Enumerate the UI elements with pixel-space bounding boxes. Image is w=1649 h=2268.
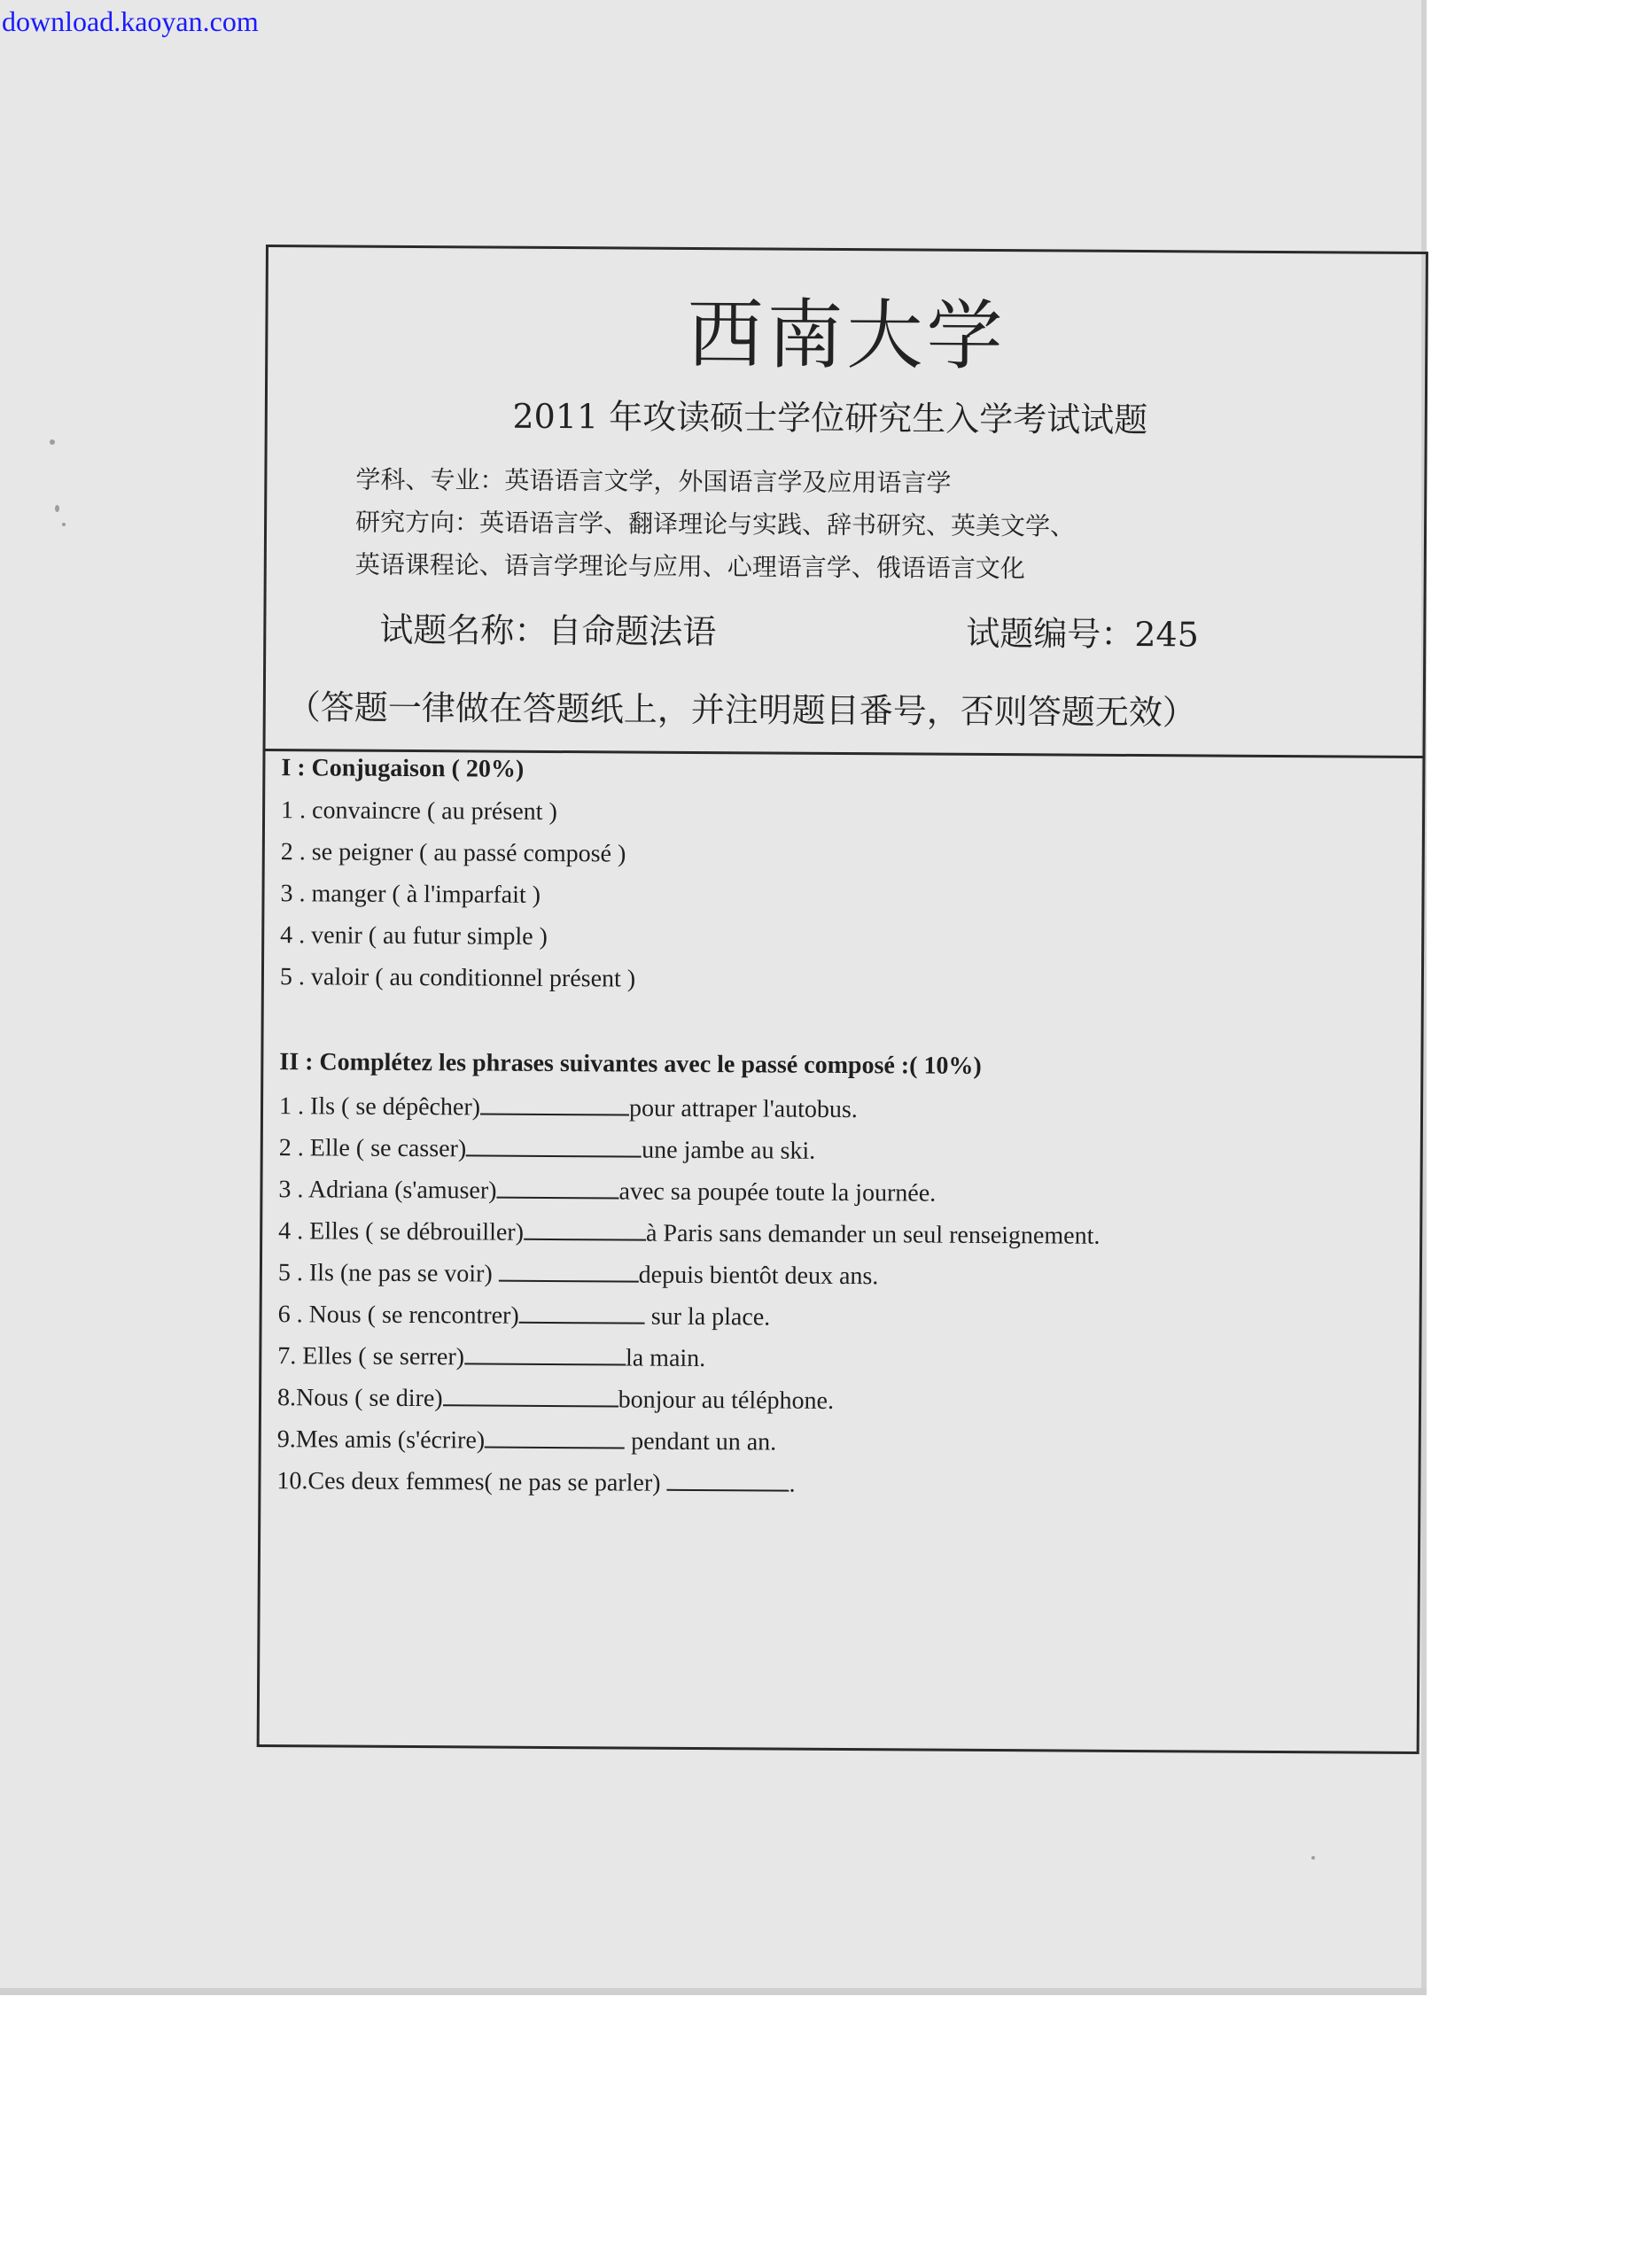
exam-frame: [257, 245, 1428, 1754]
item-ending: la main.: [625, 1344, 706, 1373]
question-item: 1 . convaincre ( au présent ): [281, 796, 557, 827]
item-prompt: 6 . Nous ( se rencontrer): [277, 1301, 519, 1330]
item-ending: une jambe au ski.: [642, 1136, 816, 1165]
item-ending: à Paris sans demander un seul renseignement.: [645, 1219, 1101, 1250]
item-ending: pendant un an.: [625, 1427, 777, 1456]
answer-blank: [519, 1301, 645, 1324]
answer-blank: [666, 1468, 789, 1492]
answer-blank: [485, 1425, 625, 1449]
item-prompt: 10.Ces deux femmes( ne pas se parler): [276, 1467, 667, 1497]
answer-blank: [497, 1176, 619, 1200]
item-ending: sur la place.: [644, 1302, 771, 1332]
item-prompt: 1 . Ils ( se dépêcher): [278, 1092, 481, 1122]
fill-in-item: [277, 1424, 777, 1456]
item-prompt: 2 . Elle ( se casser): [278, 1134, 467, 1163]
exam-title: 2011 年攻读硕士学位研究生入学考试试题: [512, 396, 1148, 440]
answer-notice: （答题一律做在答题纸上，并注明题目番号，否则答题无效）: [286, 687, 1196, 733]
fill-in-item: [279, 1091, 858, 1124]
fill-in-item: [277, 1340, 705, 1373]
watermark-link[interactable]: download.kaoyan.com: [2, 5, 259, 37]
fill-in-item: [276, 1465, 795, 1499]
fill-in-item: [277, 1382, 834, 1416]
question-item: 2 . se peigner ( au passé composé ): [280, 838, 626, 868]
item-prompt: 8.Nous ( se dire): [276, 1384, 443, 1413]
section-heading: II : Complétez les phrases suivantes avec le passé composé :( 10%): [279, 1048, 982, 1080]
fill-in-item: [278, 1216, 1100, 1251]
direction-line: 英语课程论、语言学理论与应用、心理语言学、俄语语言文化: [354, 549, 1025, 584]
answer-blank: [499, 1259, 639, 1283]
scan-speck: [62, 523, 66, 526]
answer-blank: [464, 1341, 626, 1365]
scan-speck: [1311, 1856, 1315, 1860]
item-prompt: 9.Mes amis (s'écrire): [276, 1425, 486, 1455]
answer-blank: [480, 1091, 629, 1115]
question-item: 3 . manger ( à l'imparfait ): [280, 880, 541, 909]
university-name: 西南大学: [687, 290, 1007, 382]
paper-name: 试题名称：自命题法语: [379, 610, 717, 652]
fill-in-item: [279, 1132, 816, 1166]
item-prompt: 4 . Elles ( se débrouiller): [278, 1217, 525, 1247]
fill-in-item: [278, 1174, 936, 1208]
paper-edge: [0, 1988, 1427, 1995]
fill-in-item: [278, 1299, 771, 1332]
scan-speck: [55, 505, 59, 512]
item-ending: pour attraper l'autobus.: [628, 1094, 858, 1124]
item-prompt: 5 . Ils (ne pas se voir): [277, 1259, 499, 1288]
item-ending: .: [789, 1470, 796, 1498]
answer-blank: [443, 1383, 618, 1407]
section-heading: I : Conjugaison ( 20%): [281, 754, 525, 783]
answer-blank: [466, 1133, 642, 1157]
exam-header: [266, 247, 1426, 758]
question-item: 4 . venir ( au futur simple ): [280, 921, 548, 951]
item-prompt: 3 . Adriana (s'amuser): [278, 1176, 497, 1205]
item-ending: bonjour au téléphone.: [618, 1386, 835, 1415]
fill-in-item: [278, 1257, 879, 1291]
subject-line: 学科、专业：英语语言文学，外国语言学及应用语言学: [355, 464, 952, 498]
item-ending: depuis bientôt deux ans.: [638, 1261, 879, 1291]
item-ending: avec sa poupée toute la journée.: [618, 1177, 937, 1208]
paper-code: 试题编号：245: [966, 613, 1199, 655]
direction-line: 研究方向：英语语言学、翻译理论与实践、辞书研究、英美文学、: [354, 507, 1076, 541]
question-item: 5 . valoir ( au conditionnel présent ): [279, 963, 636, 993]
answer-blank: [524, 1217, 646, 1241]
scan-speck: [50, 439, 55, 445]
item-prompt: 7. Elles ( se serrer): [277, 1342, 465, 1371]
